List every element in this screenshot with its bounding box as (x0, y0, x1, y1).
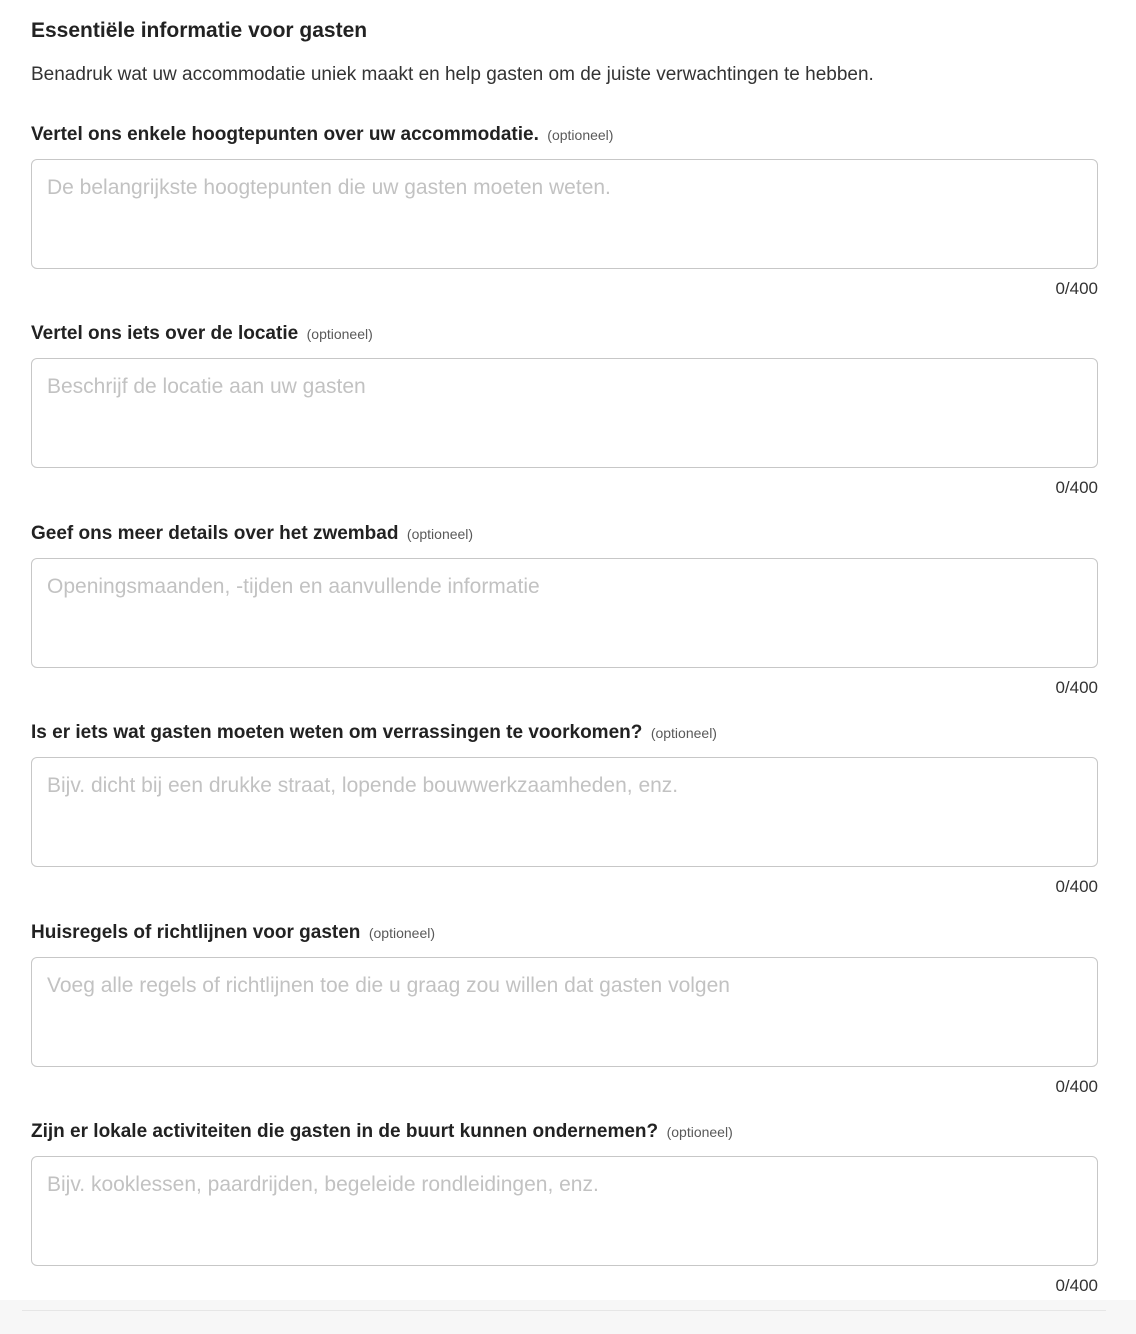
field-label-text: Huisregels of richtlijnen voor gasten (31, 922, 361, 943)
field-surprises (31, 720, 1098, 895)
field-pool (31, 521, 1098, 696)
optional-tag: (optioneel) (650, 725, 717, 741)
location-textarea[interactable] (31, 358, 1098, 468)
footer-fade (0, 1300, 1136, 1334)
field-label (31, 321, 373, 347)
section-subtitle: Benadruk wat uw accommodatie uniek maakt en help gasten om de juiste verwachtingen te hebben. (31, 64, 874, 85)
local-activities-textarea[interactable] (31, 1156, 1098, 1266)
optional-tag: (optioneel) (368, 925, 436, 941)
field-location (31, 321, 1098, 496)
optional-tag: (optioneel) (406, 526, 474, 542)
field-label (31, 122, 613, 148)
optional-tag: (optioneel) (547, 127, 614, 143)
field-label (31, 521, 473, 547)
field-label (31, 1119, 733, 1145)
field-label-text: Vertel ons enkele hoogtepunten over uw accommodatie. (31, 124, 539, 145)
character-counter: 0/400 (1055, 1077, 1098, 1096)
character-counter: 0/400 (1055, 279, 1098, 298)
character-counter: 0/400 (1055, 478, 1098, 497)
field-label-text: Vertel ons iets over de locatie (31, 323, 299, 344)
optional-tag: (optioneel) (666, 1124, 733, 1140)
optional-tag: (optioneel) (306, 326, 373, 342)
field-highlights (31, 122, 1098, 297)
character-counter: 0/400 (1055, 678, 1098, 697)
field-label-text: Zijn er lokale activiteiten die gasten in de buurt kunnen ondernemen? (31, 1121, 659, 1142)
field-label-text: Geef ons meer details over het zwembad (31, 523, 399, 544)
footer-divider (22, 1310, 1106, 1311)
field-label-text: Is er iets wat gasten moeten weten om verrassingen te voorkomen? (31, 722, 643, 743)
pool-textarea[interactable] (31, 558, 1098, 668)
highlights-textarea[interactable] (31, 159, 1098, 269)
house-rules-textarea[interactable] (31, 957, 1098, 1067)
field-local-activities (31, 1119, 1098, 1294)
field-label (31, 920, 435, 946)
field-label (31, 720, 717, 746)
surprises-textarea[interactable] (31, 757, 1098, 867)
character-counter: 0/400 (1055, 877, 1098, 896)
field-house-rules (31, 920, 1098, 1095)
section-title: Essentiële informatie voor gasten (31, 19, 368, 42)
character-counter: 0/400 (1055, 1276, 1098, 1295)
